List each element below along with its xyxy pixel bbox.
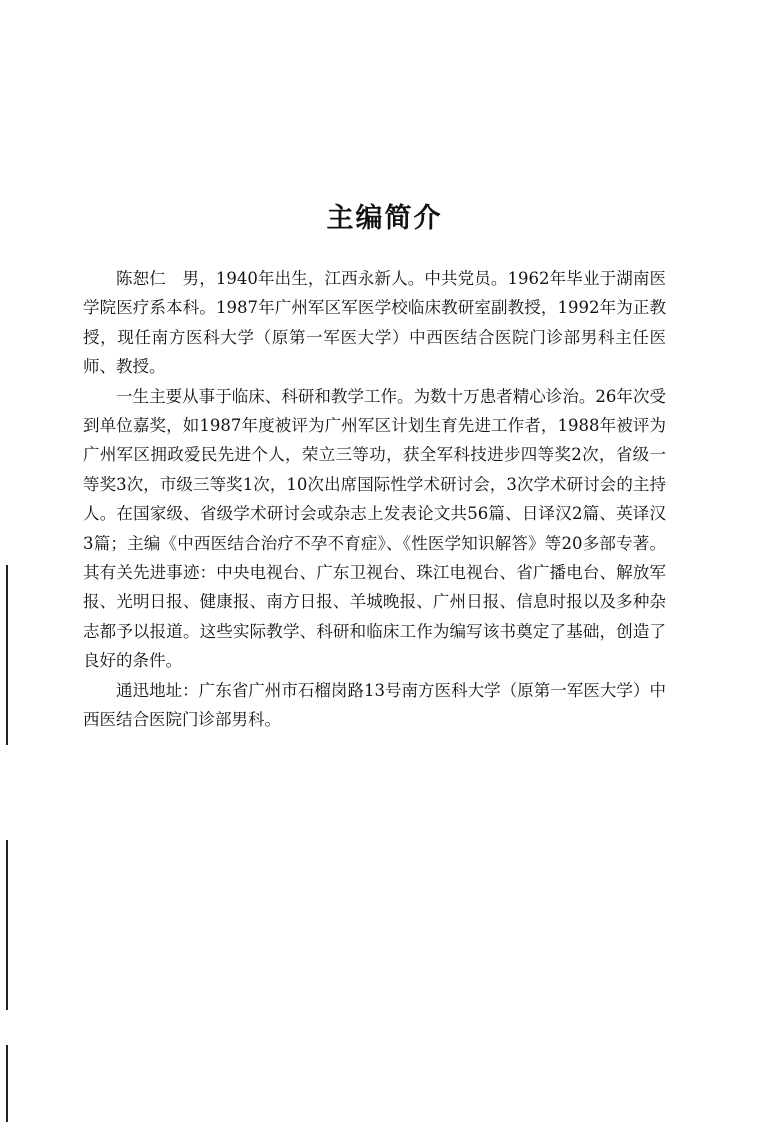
- paragraph-address: 通迅地址：广东省广州市石榴岗路13号南方医科大学（原第一军医大学）中西医结合医院门诊部男科。: [83, 680, 666, 730]
- page-title: 主编简介: [326, 203, 443, 234]
- scan-edge-line: [6, 1045, 8, 1122]
- biography-text: [83, 264, 666, 735]
- scan-edge-line: [6, 840, 8, 1010]
- paragraph-career: 一生主要从事于临床、科研和教学工作。为数十万患者精心诊治。26年次受到单位嘉奖，如1987年度被评为广州军区计划生育先进工作者，1988年被评为广州军区拥政爱民先进个人，荣立三等功，获全军科技进步四等奖2次，省级一等奖3次，市级三等奖1次，10次出席国际性学术研讨会，3次学术研讨会的主持人。在国家级、省级学术研讨会或杂志上发表论文共56篇、日译汉2篇、英译汉3篇；主编《中西医结合治疗不孕不育症》、《性医学知识解答》等20多部专著。其有关先进事迹：中央电视台、广东卫视台、珠江电视台、省广播电台、解放军报、光明日报、健康报、南方日报、羊城晚报、广州日报、信息时报以及多种杂志都予以报道。这些实际教学、科研和临床工作为编写该书奠定了基础，创造了良好的条件。: [83, 386, 666, 671]
- paragraph-intro: 陈恕仁 男，1940年出生，江西永新人。中共党员。1962年毕业于湖南医学院医疗系本科。1987年广州军区军医学校临床教研室副教授，1992年为正教授，现任南方医科大学（原第一军医大学）中西医结合医院门诊部男科主任医师、教授。: [83, 269, 666, 377]
- scan-edge-line: [6, 565, 8, 745]
